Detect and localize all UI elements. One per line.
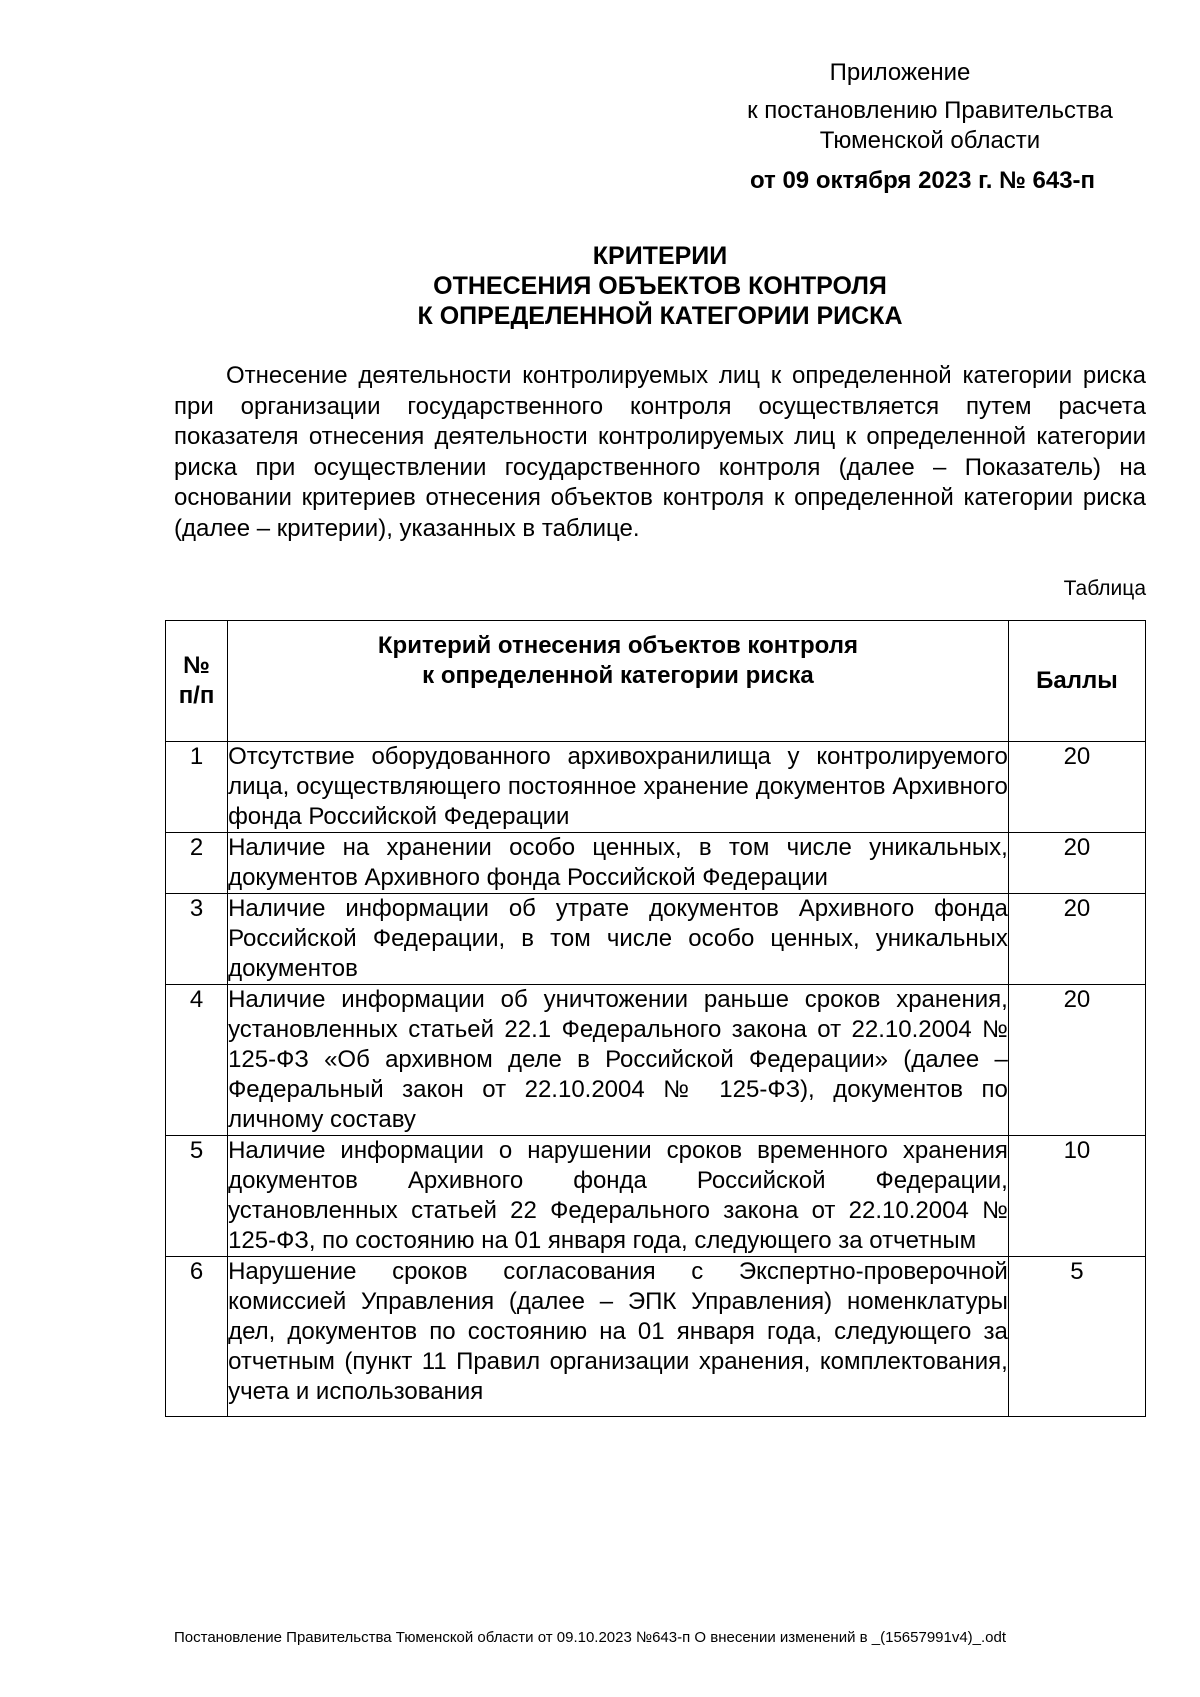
row-number: 5 — [166, 1136, 228, 1257]
row-points: 20 — [1008, 742, 1145, 833]
row-points: 20 — [1008, 894, 1145, 985]
row-number: 4 — [166, 985, 228, 1136]
table-row — [166, 1257, 1146, 1417]
criteria-table — [165, 620, 1146, 1417]
header-criterion-line-2: к определенной категории риска — [422, 662, 814, 689]
table-caption: Таблица — [1063, 577, 1146, 600]
row-points: 20 — [1008, 985, 1145, 1136]
table-header-row — [166, 621, 1146, 742]
row-points: 5 — [1008, 1257, 1145, 1417]
title-line-2: ОТНЕСЕНИЯ ОБЪЕКТОВ КОНТРОЛЯ — [433, 272, 887, 300]
intro-paragraph: Отнесение деятельности контролируемых лиц к определенной категории риска при организации государственного контроля осуществляется путем расчета показателя отнесения деятельности контролируемых лиц к определенной категории риска при осуществлении государственного контроля (далее – Показатель) на основании критериев отнесения объектов контроля к определенной категории риска (далее – критерии), указанных в таблице. — [174, 362, 1146, 542]
title-line-3: К ОПРЕДЕЛЕННОЙ КАТЕГОРИИ РИСКА — [417, 302, 903, 330]
resolution-date-number: от 09 октября 2023 г. № 643-п — [749, 167, 1096, 194]
row-criterion: Наличие информации об уничтожении раньше сроков хранения, установленных статьей 22.1 Федерального закона от 22.10.2004 № 125-ФЗ «Об архивном деле в Российской Федерации» (далее – Федеральный закон от 22.10.2004 № 125-ФЗ), документов по личному составу — [228, 985, 1009, 1136]
appendix-header — [700, 58, 1160, 196]
row-criterion: Нарушение сроков согласования с Экспертно-проверочной комиссией Управления (далее – ЭПК Управления) номенклатуры дел, документов по состоянию на 01 января года, следующего за отчетным (пункт 11 Правил организации хранения, комплектования, учета и использования — [228, 1258, 1008, 1405]
row-number: 1 — [166, 742, 228, 833]
title-line-1: КРИТЕРИИ — [592, 242, 728, 270]
row-number: 3 — [166, 894, 228, 985]
header-num-line-1: № — [183, 652, 210, 679]
row-criterion: Наличие информации об утрате документов Архивного фонда Российской Федерации, в том числе особо ценных, уникальных документов — [228, 894, 1009, 985]
row-number: 6 — [166, 1257, 228, 1417]
resolution-reference: к постановлению Правительства — [747, 97, 1113, 124]
table-row — [166, 1136, 1146, 1257]
header-num — [166, 621, 228, 742]
header-num-line-2: п/п — [178, 682, 215, 709]
header-criterion-line-1: Критерий отнесения объектов контроля — [377, 632, 858, 659]
header-points: Баллы — [1008, 621, 1145, 742]
row-points: 20 — [1008, 833, 1145, 894]
row-points: 10 — [1008, 1136, 1145, 1257]
row-criterion: Отсутствие оборудованного архивохранилища у контролируемого лица, осуществляющего постоянное хранение документов Архивного фонда Российской Федерации — [228, 742, 1009, 833]
table-row — [166, 742, 1146, 833]
row-criterion-cell — [228, 1257, 1009, 1417]
region-name: Тюменской области — [819, 127, 1041, 154]
row-criterion: Наличие на хранении особо ценных, в том числе уникальных, документов Архивного фонда Российской Федерации — [228, 833, 1009, 894]
row-number: 2 — [166, 833, 228, 894]
document-footer: Постановление Правительства Тюменской области от 09.10.2023 №643-п О внесении изменений в _(15657991v4)_.odt — [174, 1629, 1007, 1646]
table-row — [166, 894, 1146, 985]
header-criterion — [228, 621, 1009, 742]
appendix-label: Приложение — [829, 59, 971, 86]
row-criterion: Наличие информации о нарушении сроков временного хранения документов Архивного фонда Российской Федерации, установленных статьей 22 Федерального закона от 22.10.2004 № 125-ФЗ, по состоянию на 01 января года, следующего за отчетным — [228, 1136, 1009, 1257]
table-row — [166, 833, 1146, 894]
table-row — [166, 985, 1146, 1136]
document-title — [174, 241, 1146, 331]
